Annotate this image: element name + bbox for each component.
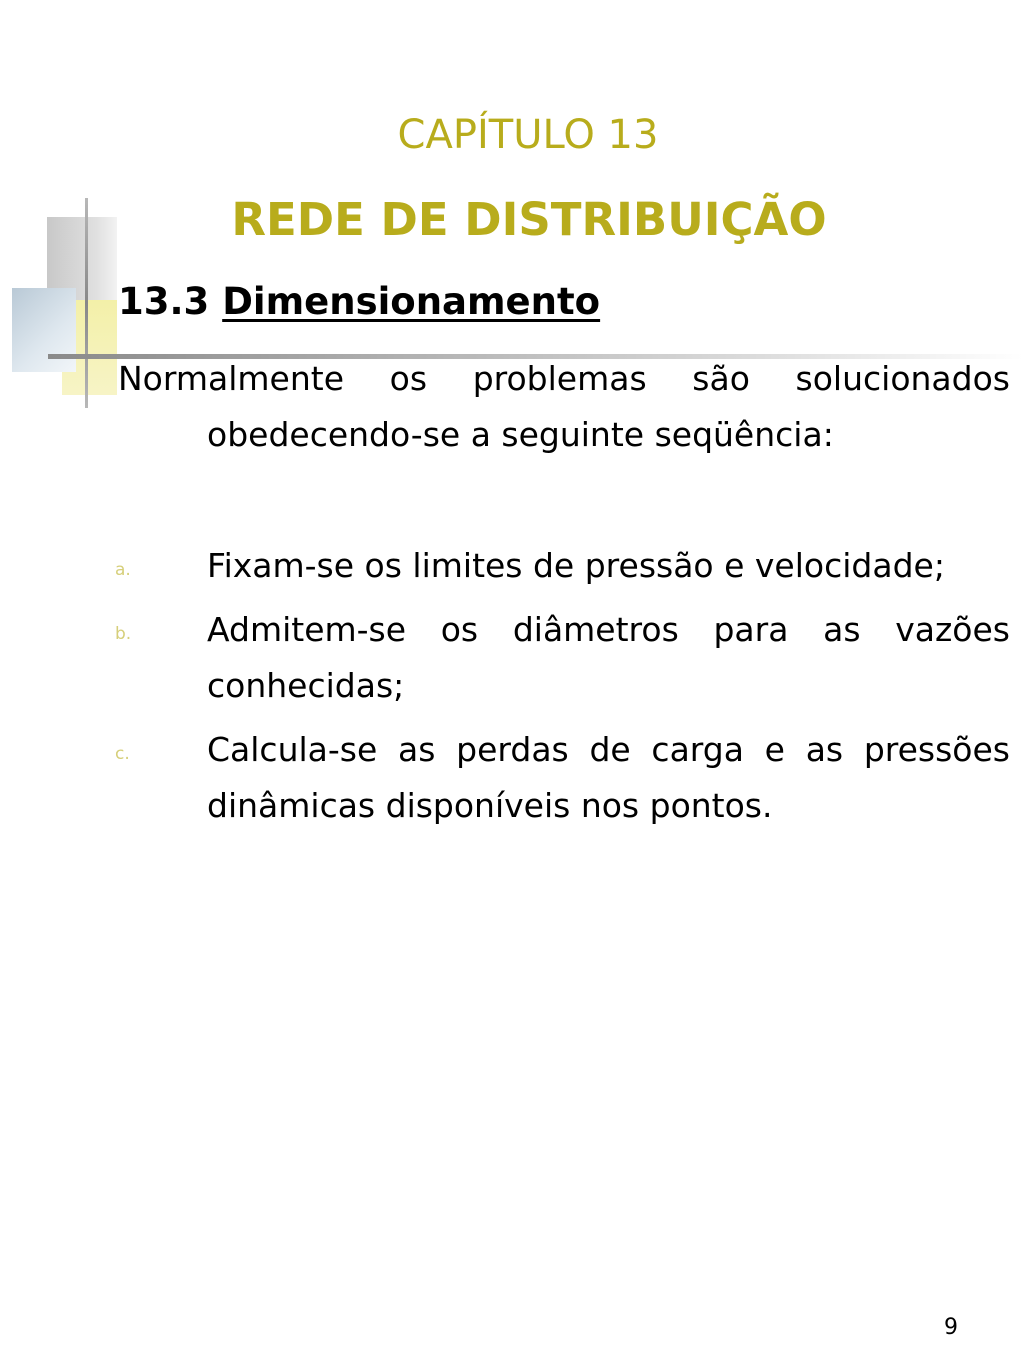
decorative-blue-block [12,288,76,372]
page-number: 9 [944,1315,958,1340]
intro-paragraph [118,351,1010,463]
list-item [115,722,1010,834]
list-item-text: Calcula-se as perdas de carga e as pressões dinâmicas disponíveis nos pontos. [207,730,1010,825]
list-item [115,602,1010,714]
list-marker: c. [115,744,130,764]
intro-line-1: Normalmente os problemas são solucionados [118,359,1010,398]
list-marker: b. [115,624,132,644]
steps-list [115,538,1010,842]
section-number: 13.3 [118,280,210,323]
section-title: Dimensionamento [222,280,601,323]
list-item-text: Fixam-se os limites de pressão e velocidade; [207,546,945,585]
list-item [115,538,1010,594]
list-marker: a. [115,560,131,580]
slide-title: REDE DE DISTRIBUIÇÃO [231,193,827,246]
section-heading [118,278,600,326]
list-item-text: Admitem-se os diâmetros para as vazões conhecidas; [207,610,1010,705]
intro-line-2: obedecendo-se a seguinte seqüência: [207,415,834,454]
chapter-heading: CAPÍTULO 13 [397,112,659,158]
